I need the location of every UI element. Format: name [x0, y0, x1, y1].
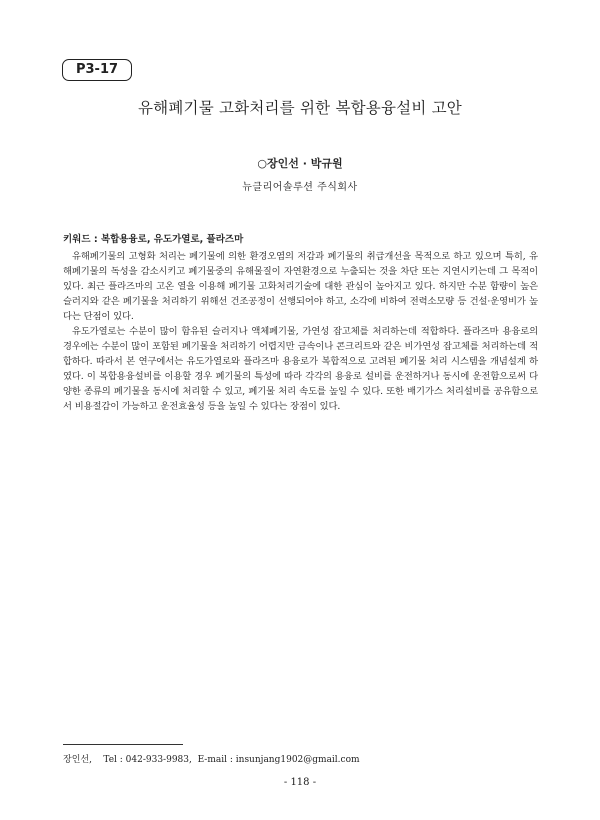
- abstract-paragraph-2: 유도가열로는 수분이 많이 함유된 슬러지나 액체폐기물, 가연성 잡고체를 처리하는데 적합하다. 플라즈마 용융로의 경우에는 수분이 많이 포함된 폐기물을 처리하기 어렵지만 금속이나 콘크리트와 같은 비가연성 잡고체를 처리하는데 적합하다. 따라서 본 연구에서는 유도가열로와 플라즈마 용융로가 복합적으로 고려된 폐기물 처리 시스템을 개념설계 하였다. 이 복합용융설비를 이용할 경우 폐기물의 특성에 따라 각각의 용융로 설비를 운전하거나 동시에 운전함으로써 다양한 종류의 폐기물을 동시에 처리할 수 있고, 폐기물 처리 속도를 높일 수 있다. 또한 배기가스 처리설비를 공유함으로서 비용절감이 가능하고 운전효율성 등을 높일 수 있다는 장점이 있다.: [63, 326, 538, 412]
- author-names: 장인선 · 박규원: [267, 157, 343, 170]
- presenter-marker: ○: [257, 157, 267, 170]
- affiliation: 뉴클리어솔루션 주식회사: [242, 182, 358, 193]
- footnote-divider: [63, 744, 183, 745]
- page-number: - 118 -: [283, 777, 317, 788]
- abstract-paragraph-1: 유해폐기물의 고형화 처리는 폐기물에 의한 환경오염의 저감과 폐기물의 취급개선을 목적으로 하고 있으며 특히, 유해폐기물의 독성을 감소시키고 폐기물중의 유해물질이 자연환경으로 누출되는 것을 차단 또는 지연시키는데 그 목적이 있다. 최근 플라즈마의 고온 열을 이용해 폐기물 고화처리기술에 대한 관심이 높아지고 있다. 하지만 수분 함량이 높은 슬러지와 같은 폐기물을 처리하기 위해선 건조공정이 선행되어야 하고, 소각에 비하여 전력소모량 등 건설·운영비가 높다는 단점이 있다.: [63, 251, 538, 322]
- keywords: 키워드 : 복합용융로, 유도가열로, 플라즈마: [63, 234, 244, 245]
- abstract: [63, 249, 538, 414]
- footnote-contact: 장인선, Tel : 042-933-9983, E-mail : insunjang1902@gmail.com: [63, 755, 360, 765]
- paper-title: 유해폐기물 고화처리를 위한 복합용융설비 고안: [138, 99, 462, 117]
- authors: [0, 155, 600, 171]
- session-code-badge: P3-17: [62, 59, 132, 81]
